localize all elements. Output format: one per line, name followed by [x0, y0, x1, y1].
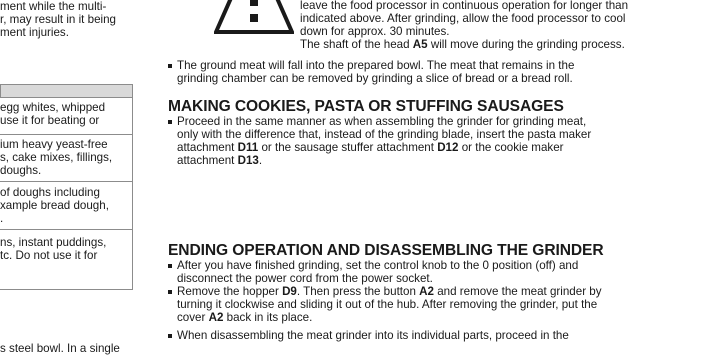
- bullet-icon: [168, 120, 172, 124]
- ending-b1-line-1: After you have finished grinding, set the control knob to the 0 position (off) and: [177, 259, 579, 272]
- table-row-3-line-1: of doughs including: [0, 186, 100, 199]
- left-intro-line-3: ment injuries.: [0, 26, 69, 39]
- warning-line-4: The shaft of the head A5 will move during the grinding process.: [300, 38, 625, 51]
- table-divider: [0, 134, 133, 135]
- table-row-4-line-2: tc. Do not use it for: [0, 249, 98, 262]
- table-header: [0, 84, 133, 98]
- bullet-icon: [168, 264, 172, 268]
- bullet-icon: [168, 334, 172, 338]
- section-heading-cookies: MAKING COOKIES, PASTA OR STUFFING SAUSAGES: [168, 98, 564, 115]
- table-divider: [0, 229, 133, 230]
- table-row-3-line-3: .: [0, 212, 4, 225]
- table-row-1-line-2: use it for beating or: [0, 114, 100, 127]
- left-intro-line-2: r, may result in it being: [0, 13, 116, 26]
- warning-line-3: down for approx. 30 minutes.: [300, 25, 450, 38]
- ending-b2-line-3: cover A2 back in its place.: [177, 311, 313, 324]
- table-bottom-border: [0, 289, 133, 290]
- table-divider: [0, 181, 133, 182]
- ground-meat-line-2: grinding chamber can be removed by grinding a slice of bread or a bread roll.: [177, 72, 573, 85]
- warning-triangle-icon: [214, 0, 294, 34]
- left-bottom-line: s steel bowl. In a single: [0, 342, 120, 355]
- left-intro-line-1: ment while the multi-: [0, 0, 107, 13]
- table-row-3-line-2: xample bread dough,: [0, 199, 109, 212]
- ending-b2-line-2: turning it clockwise and sliding it out of the hub. After removing the grinder, put the: [177, 298, 598, 311]
- warning-line-2: indicated above. After grinding, allow the food processor to cool: [300, 12, 626, 25]
- ground-meat-line-1: The ground meat will fall into the prepared bowl. The meat that remains in the: [177, 59, 575, 72]
- cookies-line-4: attachment D13.: [177, 154, 263, 167]
- cookies-line-2: only with the difference that, instead of the grinding blade, insert the pasta maker: [177, 128, 592, 141]
- ending-b1-line-2: disconnect the power cord from the power socket.: [177, 272, 433, 285]
- table-row-2-line-1: ium heavy yeast-free: [0, 138, 108, 151]
- table-row-4-line-1: ns, instant puddings,: [0, 236, 107, 249]
- table-right-border: [132, 84, 133, 290]
- section-heading-ending: ENDING OPERATION AND DISASSEMBLING THE GRINDER: [168, 242, 604, 259]
- ending-b2-line-1: Remove the hopper D9. Then press the button A2 and remove the meat grinder by: [177, 285, 602, 298]
- table-row-1-line-1: egg whites, whipped: [0, 101, 106, 114]
- table-row-2-line-3: doughs.: [0, 164, 42, 177]
- cookies-line-1: Proceed in the same manner as when assembling the grinder for grinding meat,: [177, 115, 587, 128]
- cookies-line-3: attachment D11 or the sausage stuffer attachment D12 or the cookie maker: [177, 141, 564, 154]
- bullet-icon: [168, 290, 172, 294]
- table-row-2-line-2: s, cake mixes, fillings,: [0, 151, 113, 164]
- warning-line-1: leave the food processor in continuous operation for longer than: [300, 0, 629, 12]
- ending-b3-line-1: When disassembling the meat grinder into its individual parts, proceed in the: [177, 329, 569, 342]
- bullet-icon: [168, 64, 172, 68]
